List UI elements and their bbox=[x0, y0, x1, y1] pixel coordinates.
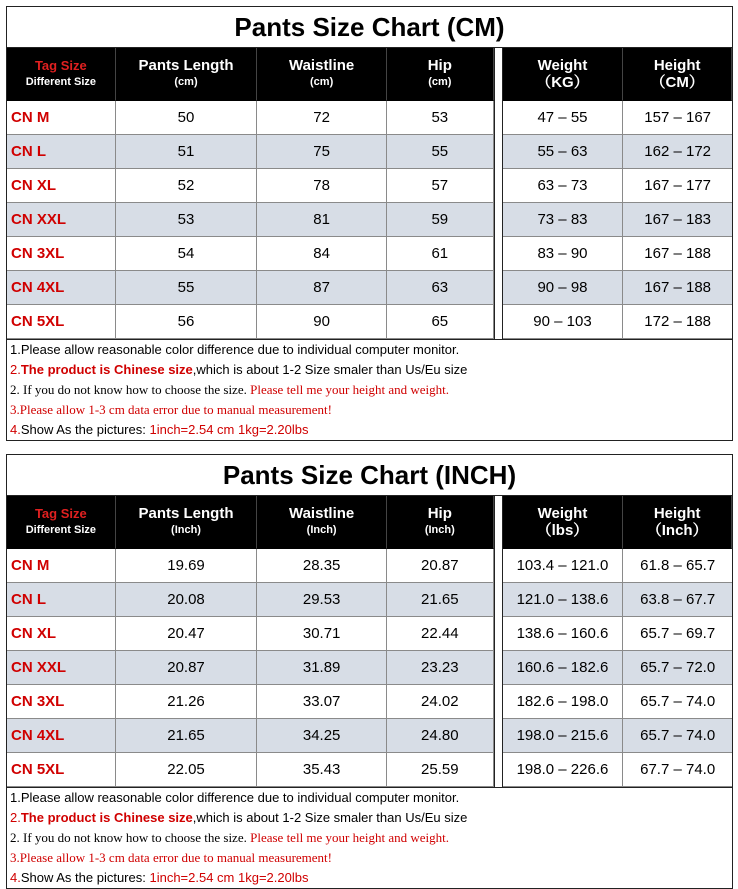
column-gap bbox=[494, 48, 503, 101]
table-row bbox=[7, 203, 732, 237]
size-cell: CN 3XL bbox=[7, 685, 116, 719]
waist-cell: 84 bbox=[257, 237, 387, 271]
length-cell: 51 bbox=[116, 135, 258, 169]
length-cell: 20.87 bbox=[116, 651, 258, 685]
header-row bbox=[7, 496, 732, 549]
note-1: 1.Please allow reasonable color difference due to individual computer monitor. bbox=[10, 790, 460, 805]
length-cell: 20.08 bbox=[116, 583, 258, 617]
weight-cell: 63 – 73 bbox=[503, 169, 624, 203]
height-cell: 65.7 – 74.0 bbox=[623, 685, 732, 719]
table-row bbox=[7, 719, 732, 753]
weight-cell: 138.6 – 160.6 bbox=[503, 617, 624, 651]
tag-size-sublabel: Different Size bbox=[25, 76, 96, 88]
height-cell: 162 – 172 bbox=[623, 135, 732, 169]
header-unit: (Inch) bbox=[424, 524, 455, 536]
column-gap bbox=[494, 617, 503, 651]
column-gap bbox=[494, 271, 503, 305]
note-2-prefix: 2. bbox=[10, 810, 21, 825]
size-cell: CN 5XL bbox=[7, 305, 116, 339]
hip-cell: 23.23 bbox=[387, 651, 494, 685]
weight-cell: 198.0 – 215.6 bbox=[503, 719, 624, 753]
height-cell: 167 – 188 bbox=[623, 271, 732, 305]
note-3-highlight: Please tell me your height and weight. bbox=[250, 830, 450, 845]
header-tag-size bbox=[7, 48, 116, 101]
table-row bbox=[7, 135, 732, 169]
header-waistline bbox=[257, 496, 387, 549]
weight-cell: 182.6 – 198.0 bbox=[503, 685, 624, 719]
size-cell: CN M bbox=[7, 101, 116, 135]
size-cell: CN XL bbox=[7, 617, 116, 651]
weight-cell: 160.6 – 182.6 bbox=[503, 651, 624, 685]
header-unit: (cm) bbox=[428, 76, 452, 88]
header-unit: （KG） bbox=[536, 74, 589, 91]
hip-cell: 24.80 bbox=[387, 719, 494, 753]
column-gap bbox=[494, 169, 503, 203]
header-label: Height bbox=[653, 505, 701, 522]
waist-cell: 72 bbox=[257, 101, 387, 135]
height-cell: 65.7 – 74.0 bbox=[623, 719, 732, 753]
length-cell: 20.47 bbox=[116, 617, 258, 651]
waist-cell: 34.25 bbox=[257, 719, 387, 753]
notes-block bbox=[7, 339, 732, 440]
header-unit: （CM） bbox=[650, 74, 704, 91]
weight-cell: 73 – 83 bbox=[503, 203, 624, 237]
tag-size-sublabel: Different Size bbox=[25, 524, 96, 536]
waist-cell: 29.53 bbox=[257, 583, 387, 617]
note-3 bbox=[10, 828, 732, 848]
waist-cell: 81 bbox=[257, 203, 387, 237]
note-4: 3.Please allow 1-3 cm data error due to manual measurement! bbox=[10, 402, 332, 417]
header-label: Hip bbox=[427, 505, 452, 522]
hip-cell: 21.65 bbox=[387, 583, 494, 617]
column-gap bbox=[494, 305, 503, 339]
weight-cell: 198.0 – 226.6 bbox=[503, 753, 624, 787]
header-label: Waistline bbox=[288, 505, 355, 522]
header-unit: (Inch) bbox=[306, 524, 337, 536]
hip-cell: 20.87 bbox=[387, 549, 494, 583]
waist-cell: 28.35 bbox=[257, 549, 387, 583]
waist-cell: 33.07 bbox=[257, 685, 387, 719]
length-cell: 22.05 bbox=[116, 753, 258, 787]
length-cell: 54 bbox=[116, 237, 258, 271]
header-unit: (Inch) bbox=[171, 524, 201, 536]
note-5-prefix: 4. bbox=[10, 422, 21, 437]
size-cell: CN 4XL bbox=[7, 271, 116, 305]
note-3-text: 2. If you do not know how to choose the size. bbox=[10, 830, 251, 845]
header-label: Height bbox=[653, 57, 701, 74]
column-gap bbox=[494, 651, 503, 685]
hip-cell: 65 bbox=[387, 305, 494, 339]
weight-cell: 90 – 103 bbox=[503, 305, 624, 339]
header-weight bbox=[503, 48, 624, 101]
note-1: 1.Please allow reasonable color difference due to individual computer monitor. bbox=[10, 342, 460, 357]
header-label: Weight bbox=[537, 505, 588, 522]
column-gap bbox=[494, 685, 503, 719]
hip-cell: 59 bbox=[387, 203, 494, 237]
length-cell: 53 bbox=[116, 203, 258, 237]
header-label: Weight bbox=[537, 57, 588, 74]
header-label: Pants Length bbox=[138, 57, 234, 74]
note-5-highlight: 1inch=2.54 cm 1kg=2.20lbs bbox=[149, 870, 309, 885]
waist-cell: 75 bbox=[257, 135, 387, 169]
hip-cell: 25.59 bbox=[387, 753, 494, 787]
weight-cell: 47 – 55 bbox=[503, 101, 624, 135]
note-2-rest: ,which is about 1-2 Size smaler than Us/Eu size bbox=[192, 810, 468, 825]
waist-cell: 90 bbox=[257, 305, 387, 339]
header-row bbox=[7, 48, 732, 101]
size-cell: CN L bbox=[7, 135, 116, 169]
chart-title: Pants Size Chart (INCH) bbox=[7, 455, 732, 496]
column-gap bbox=[494, 549, 503, 583]
hip-cell: 55 bbox=[387, 135, 494, 169]
height-cell: 167 – 188 bbox=[623, 237, 732, 271]
header-hip bbox=[387, 48, 494, 101]
header-height bbox=[623, 496, 732, 549]
length-cell: 50 bbox=[116, 101, 258, 135]
header-unit: (cm) bbox=[174, 76, 198, 88]
size-cell: CN M bbox=[7, 549, 116, 583]
size-cell: CN XXL bbox=[7, 203, 116, 237]
note-2-prefix: 2. bbox=[10, 362, 21, 377]
note-5-prefix: 4. bbox=[10, 870, 21, 885]
header-label: Pants Length bbox=[138, 505, 234, 522]
hip-cell: 61 bbox=[387, 237, 494, 271]
note-4: 3.Please allow 1-3 cm data error due to manual measurement! bbox=[10, 850, 332, 865]
size-cell: CN L bbox=[7, 583, 116, 617]
note-3 bbox=[10, 380, 732, 400]
header-label: Hip bbox=[427, 57, 452, 74]
note-2-highlight: The product is Chinese size bbox=[20, 810, 193, 825]
height-cell: 65.7 – 72.0 bbox=[623, 651, 732, 685]
waist-cell: 30.71 bbox=[257, 617, 387, 651]
size-cell: CN 3XL bbox=[7, 237, 116, 271]
size-cell: CN XL bbox=[7, 169, 116, 203]
length-cell: 56 bbox=[116, 305, 258, 339]
table-row bbox=[7, 753, 732, 787]
table-row bbox=[7, 271, 732, 305]
header-unit: （Inch） bbox=[646, 522, 708, 539]
weight-cell: 83 – 90 bbox=[503, 237, 624, 271]
header-height bbox=[623, 48, 732, 101]
weight-cell: 90 – 98 bbox=[503, 271, 624, 305]
column-gap bbox=[494, 583, 503, 617]
table-row bbox=[7, 583, 732, 617]
table-row bbox=[7, 237, 732, 271]
tag-size-label: Tag Size bbox=[34, 58, 87, 73]
column-gap bbox=[494, 496, 503, 549]
note-3-text: 2. If you do not know how to choose the size. bbox=[10, 382, 251, 397]
header-pants-length bbox=[116, 48, 258, 101]
header-hip bbox=[387, 496, 494, 549]
note-3-highlight: Please tell me your height and weight. bbox=[250, 382, 450, 397]
table-row bbox=[7, 651, 732, 685]
table-row bbox=[7, 101, 732, 135]
note-2-rest: ,which is about 1-2 Size smaler than Us/Eu size bbox=[192, 362, 468, 377]
column-gap bbox=[494, 135, 503, 169]
header-unit: （lbs） bbox=[536, 522, 589, 539]
weight-cell: 55 – 63 bbox=[503, 135, 624, 169]
size-cell: CN 4XL bbox=[7, 719, 116, 753]
note-5-highlight: 1inch=2.54 cm 1kg=2.20lbs bbox=[149, 422, 309, 437]
column-gap bbox=[494, 203, 503, 237]
table-row bbox=[7, 617, 732, 651]
column-gap bbox=[494, 101, 503, 135]
table-row bbox=[7, 549, 732, 583]
note-5-text: Show As the pictures: bbox=[20, 870, 150, 885]
inch-size-chart bbox=[6, 454, 733, 889]
table-row bbox=[7, 305, 732, 339]
header-unit: (cm) bbox=[310, 76, 334, 88]
header-waistline bbox=[257, 48, 387, 101]
note-5-text: Show As the pictures: bbox=[20, 422, 150, 437]
length-cell: 19.69 bbox=[116, 549, 258, 583]
height-cell: 61.8 – 65.7 bbox=[623, 549, 732, 583]
waist-cell: 87 bbox=[257, 271, 387, 305]
height-cell: 167 – 177 bbox=[623, 169, 732, 203]
header-pants-length bbox=[116, 496, 258, 549]
hip-cell: 57 bbox=[387, 169, 494, 203]
length-cell: 55 bbox=[116, 271, 258, 305]
note-5 bbox=[10, 420, 732, 440]
hip-cell: 22.44 bbox=[387, 617, 494, 651]
header-weight bbox=[503, 496, 624, 549]
cm-size-chart bbox=[6, 6, 733, 441]
header-label: Waistline bbox=[288, 57, 355, 74]
table-row bbox=[7, 169, 732, 203]
waist-cell: 35.43 bbox=[257, 753, 387, 787]
note-2 bbox=[10, 360, 732, 380]
height-cell: 65.7 – 69.7 bbox=[623, 617, 732, 651]
length-cell: 21.26 bbox=[116, 685, 258, 719]
weight-cell: 121.0 – 138.6 bbox=[503, 583, 624, 617]
note-2-highlight: The product is Chinese size bbox=[20, 362, 193, 377]
note-5 bbox=[10, 868, 732, 888]
height-cell: 172 – 188 bbox=[623, 305, 732, 339]
height-cell: 67.7 – 74.0 bbox=[623, 753, 732, 787]
note-2 bbox=[10, 808, 732, 828]
weight-cell: 103.4 – 121.0 bbox=[503, 549, 624, 583]
length-cell: 21.65 bbox=[116, 719, 258, 753]
waist-cell: 78 bbox=[257, 169, 387, 203]
height-cell: 157 – 167 bbox=[623, 101, 732, 135]
waist-cell: 31.89 bbox=[257, 651, 387, 685]
hip-cell: 24.02 bbox=[387, 685, 494, 719]
length-cell: 52 bbox=[116, 169, 258, 203]
column-gap bbox=[494, 719, 503, 753]
column-gap bbox=[494, 753, 503, 787]
notes-block bbox=[7, 787, 732, 888]
size-cell: CN XXL bbox=[7, 651, 116, 685]
tag-size-label: Tag Size bbox=[34, 506, 87, 521]
hip-cell: 53 bbox=[387, 101, 494, 135]
height-cell: 63.8 – 67.7 bbox=[623, 583, 732, 617]
size-cell: CN 5XL bbox=[7, 753, 116, 787]
header-tag-size bbox=[7, 496, 116, 549]
column-gap bbox=[494, 237, 503, 271]
chart-title: Pants Size Chart (CM) bbox=[7, 7, 732, 48]
hip-cell: 63 bbox=[387, 271, 494, 305]
table-row bbox=[7, 685, 732, 719]
height-cell: 167 – 183 bbox=[623, 203, 732, 237]
